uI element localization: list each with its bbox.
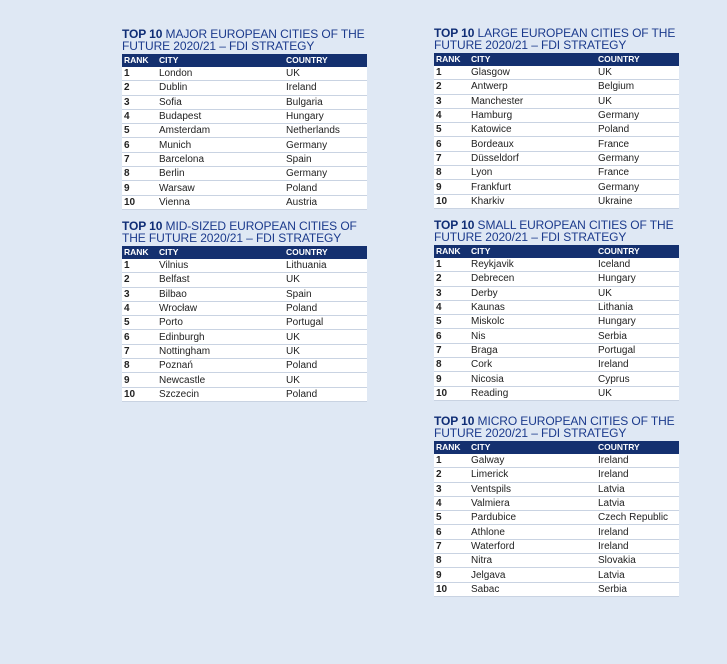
cell-country: Poland <box>596 123 679 137</box>
cell-country: Cyprus <box>596 372 679 386</box>
cell-rank: 10 <box>434 194 469 208</box>
cell-rank: 3 <box>434 482 469 496</box>
cell-city: Belfast <box>157 273 284 287</box>
cell-city: Pardubice <box>469 511 596 525</box>
cell-rank: 3 <box>122 95 157 109</box>
cell-rank: 2 <box>434 80 469 94</box>
table-row <box>122 387 367 401</box>
cell-city: Warsaw <box>157 181 284 195</box>
table-row <box>434 258 679 272</box>
cell-rank: 6 <box>434 525 469 539</box>
table-row <box>434 286 679 300</box>
cell-rank: 2 <box>122 81 157 95</box>
table-row <box>434 468 679 482</box>
cell-rank: 3 <box>122 287 157 301</box>
table-row <box>434 66 679 80</box>
cell-city: Galway <box>469 454 596 468</box>
cell-city: Manchester <box>469 94 596 108</box>
cell-country: UK <box>596 286 679 300</box>
cell-city: Kharkiv <box>469 194 596 208</box>
cell-rank: 6 <box>122 138 157 152</box>
cell-rank: 9 <box>122 373 157 387</box>
table-row <box>122 287 367 301</box>
cell-rank: 8 <box>434 166 469 180</box>
cell-rank: 7 <box>122 344 157 358</box>
column-header-country: COUNTRY <box>286 247 328 257</box>
cell-rank: 5 <box>434 511 469 525</box>
table-row <box>434 358 679 372</box>
cell-country: Austria <box>284 195 367 209</box>
cell-country: Hungary <box>596 272 679 286</box>
cell-city: Berlin <box>157 167 284 181</box>
cell-rank: 10 <box>122 387 157 401</box>
small-cities-block <box>434 219 679 401</box>
cell-country: Hungary <box>284 109 367 123</box>
mid-sized-cities-title: TOP 10 MID-SIZED EUROPEAN CITIES OF THE FUTURE 2020/21 – FDI STRATEGY <box>122 219 357 245</box>
cell-country: Ireland <box>596 525 679 539</box>
column-header-country: COUNTRY <box>598 246 640 256</box>
table-row <box>122 359 367 373</box>
table-row <box>122 330 367 344</box>
cell-city: Reading <box>469 386 596 400</box>
cell-country: Ireland <box>596 358 679 372</box>
table-row <box>434 166 679 180</box>
table-row <box>434 315 679 329</box>
cell-city: Derby <box>469 286 596 300</box>
mid-sized-cities-table <box>122 246 367 402</box>
micro-cities-table <box>434 441 679 597</box>
cell-city: Porto <box>157 316 284 330</box>
large-cities-title: TOP 10 LARGE EUROPEAN CITIES OF THE FUTURE 2020/21 – FDI STRATEGY <box>434 26 676 52</box>
cell-rank: 4 <box>122 109 157 123</box>
cell-rank: 9 <box>434 180 469 194</box>
cell-country: UK <box>284 273 367 287</box>
column-header-city: CITY <box>471 54 491 64</box>
cell-city: Wrocław <box>157 301 284 315</box>
cell-country: Portugal <box>596 343 679 357</box>
cell-rank: 4 <box>122 301 157 315</box>
cell-rank: 7 <box>434 151 469 165</box>
cell-city: Nis <box>469 329 596 343</box>
cell-country: Spain <box>284 287 367 301</box>
cell-rank: 5 <box>122 124 157 138</box>
cell-rank: 10 <box>122 195 157 209</box>
table-row <box>434 137 679 151</box>
table-row <box>122 316 367 330</box>
cell-city: Katowice <box>469 123 596 137</box>
small-cities-table <box>434 245 679 401</box>
table-row <box>122 301 367 315</box>
cell-country: Ireland <box>596 454 679 468</box>
cell-city: Braga <box>469 343 596 357</box>
cell-country: Latvia <box>596 496 679 510</box>
table-row <box>434 180 679 194</box>
cell-rank: 7 <box>434 539 469 553</box>
cell-country: Latvia <box>596 482 679 496</box>
column-header-rank: RANK <box>436 54 461 64</box>
cell-country: Poland <box>284 181 367 195</box>
cell-city: Dublin <box>157 81 284 95</box>
table-row <box>434 525 679 539</box>
table-row <box>122 373 367 387</box>
cell-country: Poland <box>284 301 367 315</box>
cell-rank: 3 <box>434 286 469 300</box>
cell-rank: 7 <box>122 152 157 166</box>
cell-rank: 5 <box>434 123 469 137</box>
table-row <box>434 94 679 108</box>
table-row <box>122 81 367 95</box>
cell-city: Lyon <box>469 166 596 180</box>
cell-country: UK <box>596 66 679 80</box>
cell-country: Bulgaria <box>284 95 367 109</box>
cell-country: France <box>596 166 679 180</box>
table-header-row <box>122 246 367 259</box>
cell-rank: 7 <box>434 343 469 357</box>
table-row <box>122 138 367 152</box>
cell-city: Limerick <box>469 468 596 482</box>
table-row <box>434 539 679 553</box>
cell-city: Debrecen <box>469 272 596 286</box>
table-row <box>434 496 679 510</box>
column-header-city: CITY <box>159 247 179 257</box>
cell-city: Jelgava <box>469 568 596 582</box>
cell-country: Ireland <box>596 539 679 553</box>
cell-country: Germany <box>596 151 679 165</box>
table-row <box>122 181 367 195</box>
table-row <box>122 167 367 181</box>
table-row <box>434 300 679 314</box>
cell-rank: 8 <box>434 554 469 568</box>
cell-rank: 5 <box>122 316 157 330</box>
cell-rank: 1 <box>434 66 469 80</box>
cell-city: Edinburgh <box>157 330 284 344</box>
cell-city: Sabac <box>469 582 596 596</box>
cell-city: Frankfurt <box>469 180 596 194</box>
table-row <box>434 372 679 386</box>
cell-rank: 3 <box>434 94 469 108</box>
cell-city: Valmiera <box>469 496 596 510</box>
cell-rank: 1 <box>122 67 157 81</box>
table-header-row <box>434 441 679 454</box>
cell-city: Barcelona <box>157 152 284 166</box>
table-row <box>434 123 679 137</box>
cell-rank: 4 <box>434 108 469 122</box>
cell-rank: 2 <box>434 468 469 482</box>
table-row <box>434 582 679 596</box>
column-header-rank: RANK <box>124 247 149 257</box>
cell-city: Waterford <box>469 539 596 553</box>
cell-rank: 8 <box>122 359 157 373</box>
cell-country: UK <box>284 373 367 387</box>
table-row <box>434 554 679 568</box>
table-row <box>434 482 679 496</box>
cell-country: Slovakia <box>596 554 679 568</box>
column-header-country: COUNTRY <box>598 54 640 64</box>
column-header-rank: RANK <box>436 246 461 256</box>
cell-city: Nitra <box>469 554 596 568</box>
cell-rank: 6 <box>434 137 469 151</box>
cell-country: Spain <box>284 152 367 166</box>
cell-city: Bilbao <box>157 287 284 301</box>
major-cities-title: TOP 10 MAJOR EUROPEAN CITIES OF THE FUTURE 2020/21 – FDI STRATEGY <box>122 27 365 53</box>
large-cities-table <box>434 53 679 209</box>
cell-city: Miskolc <box>469 315 596 329</box>
cell-city: Munich <box>157 138 284 152</box>
table-row <box>434 511 679 525</box>
table-header-row <box>122 54 367 67</box>
cell-city: Ventspils <box>469 482 596 496</box>
column-header-city: CITY <box>471 442 491 452</box>
cell-country: Ireland <box>284 81 367 95</box>
cell-rank: 5 <box>434 315 469 329</box>
cell-city: Hamburg <box>469 108 596 122</box>
table-row <box>122 273 367 287</box>
cell-country: Germany <box>284 138 367 152</box>
cell-country: UK <box>596 386 679 400</box>
cell-country: Germany <box>596 108 679 122</box>
cell-country: UK <box>284 67 367 81</box>
cell-rank: 2 <box>434 272 469 286</box>
cell-country: Poland <box>284 359 367 373</box>
table-row <box>122 67 367 81</box>
cell-country: Serbia <box>596 582 679 596</box>
column-header-city: CITY <box>471 246 491 256</box>
cell-country: Serbia <box>596 329 679 343</box>
cell-city: Szczecin <box>157 387 284 401</box>
cell-city: Nicosia <box>469 372 596 386</box>
cell-city: Kaunas <box>469 300 596 314</box>
cell-rank: 2 <box>122 273 157 287</box>
cell-rank: 1 <box>122 259 157 273</box>
cell-rank: 6 <box>122 330 157 344</box>
cell-rank: 8 <box>434 358 469 372</box>
cell-rank: 6 <box>434 329 469 343</box>
micro-cities-title: TOP 10 MICRO EUROPEAN CITIES OF THE FUTURE 2020/21 – FDI STRATEGY <box>434 414 675 440</box>
table-row <box>434 343 679 357</box>
cell-country: UK <box>284 330 367 344</box>
cell-city: Bordeaux <box>469 137 596 151</box>
cell-rank: 1 <box>434 258 469 272</box>
small-cities-title: TOP 10 SMALL EUROPEAN CITIES OF THE FUTURE 2020/21 – FDI STRATEGY <box>434 218 674 244</box>
table-row <box>434 386 679 400</box>
table-row <box>122 109 367 123</box>
cell-rank: 10 <box>434 386 469 400</box>
cell-city: Glasgow <box>469 66 596 80</box>
cell-rank: 9 <box>122 181 157 195</box>
table-header-row <box>434 245 679 258</box>
cell-city: Budapest <box>157 109 284 123</box>
cell-country: Lithuania <box>284 259 367 273</box>
cell-country: Germany <box>596 180 679 194</box>
cell-city: Athlone <box>469 525 596 539</box>
cell-city: Antwerp <box>469 80 596 94</box>
column-header-country: COUNTRY <box>598 442 640 452</box>
cell-country: Czech Republic <box>596 511 679 525</box>
cell-rank: 9 <box>434 568 469 582</box>
cell-rank: 9 <box>434 372 469 386</box>
cell-country: Germany <box>284 167 367 181</box>
table-row <box>434 151 679 165</box>
cell-city: Sofia <box>157 95 284 109</box>
cell-country: Ukraine <box>596 194 679 208</box>
column-header-rank: RANK <box>124 55 149 65</box>
table-header-row <box>434 53 679 66</box>
cell-city: Nottingham <box>157 344 284 358</box>
table-row <box>434 194 679 208</box>
cell-country: UK <box>284 344 367 358</box>
table-row <box>434 329 679 343</box>
table-row <box>122 152 367 166</box>
mid-sized-cities-block <box>122 220 367 402</box>
table-row <box>434 272 679 286</box>
table-row <box>434 80 679 94</box>
cell-country: Ireland <box>596 468 679 482</box>
cell-country: Latvia <box>596 568 679 582</box>
table-row <box>122 259 367 273</box>
cell-city: London <box>157 67 284 81</box>
table-row <box>122 344 367 358</box>
table-row <box>122 95 367 109</box>
cell-country: Iceland <box>596 258 679 272</box>
large-cities-block <box>434 27 679 209</box>
table-row <box>434 108 679 122</box>
cell-city: Amsterdam <box>157 124 284 138</box>
cell-country: Lithania <box>596 300 679 314</box>
cell-country: France <box>596 137 679 151</box>
cell-city: Reykjavik <box>469 258 596 272</box>
table-row <box>434 454 679 468</box>
cell-country: Belgium <box>596 80 679 94</box>
cell-country: Portugal <box>284 316 367 330</box>
cell-rank: 1 <box>434 454 469 468</box>
table-row <box>122 124 367 138</box>
cell-country: Netherlands <box>284 124 367 138</box>
cell-city: Cork <box>469 358 596 372</box>
major-cities-table <box>122 54 367 210</box>
micro-cities-block <box>434 415 679 597</box>
table-row <box>122 195 367 209</box>
column-header-rank: RANK <box>436 442 461 452</box>
cell-city: Düsseldorf <box>469 151 596 165</box>
cell-country: UK <box>596 94 679 108</box>
cell-city: Newcastle <box>157 373 284 387</box>
column-header-city: CITY <box>159 55 179 65</box>
cell-country: Hungary <box>596 315 679 329</box>
cell-rank: 10 <box>434 582 469 596</box>
cell-country: Poland <box>284 387 367 401</box>
cell-rank: 4 <box>434 496 469 510</box>
cell-city: Vilnius <box>157 259 284 273</box>
major-cities-block <box>122 28 367 210</box>
cell-rank: 8 <box>122 167 157 181</box>
table-row <box>434 568 679 582</box>
cell-city: Poznań <box>157 359 284 373</box>
column-header-country: COUNTRY <box>286 55 328 65</box>
cell-city: Vienna <box>157 195 284 209</box>
cell-rank: 4 <box>434 300 469 314</box>
